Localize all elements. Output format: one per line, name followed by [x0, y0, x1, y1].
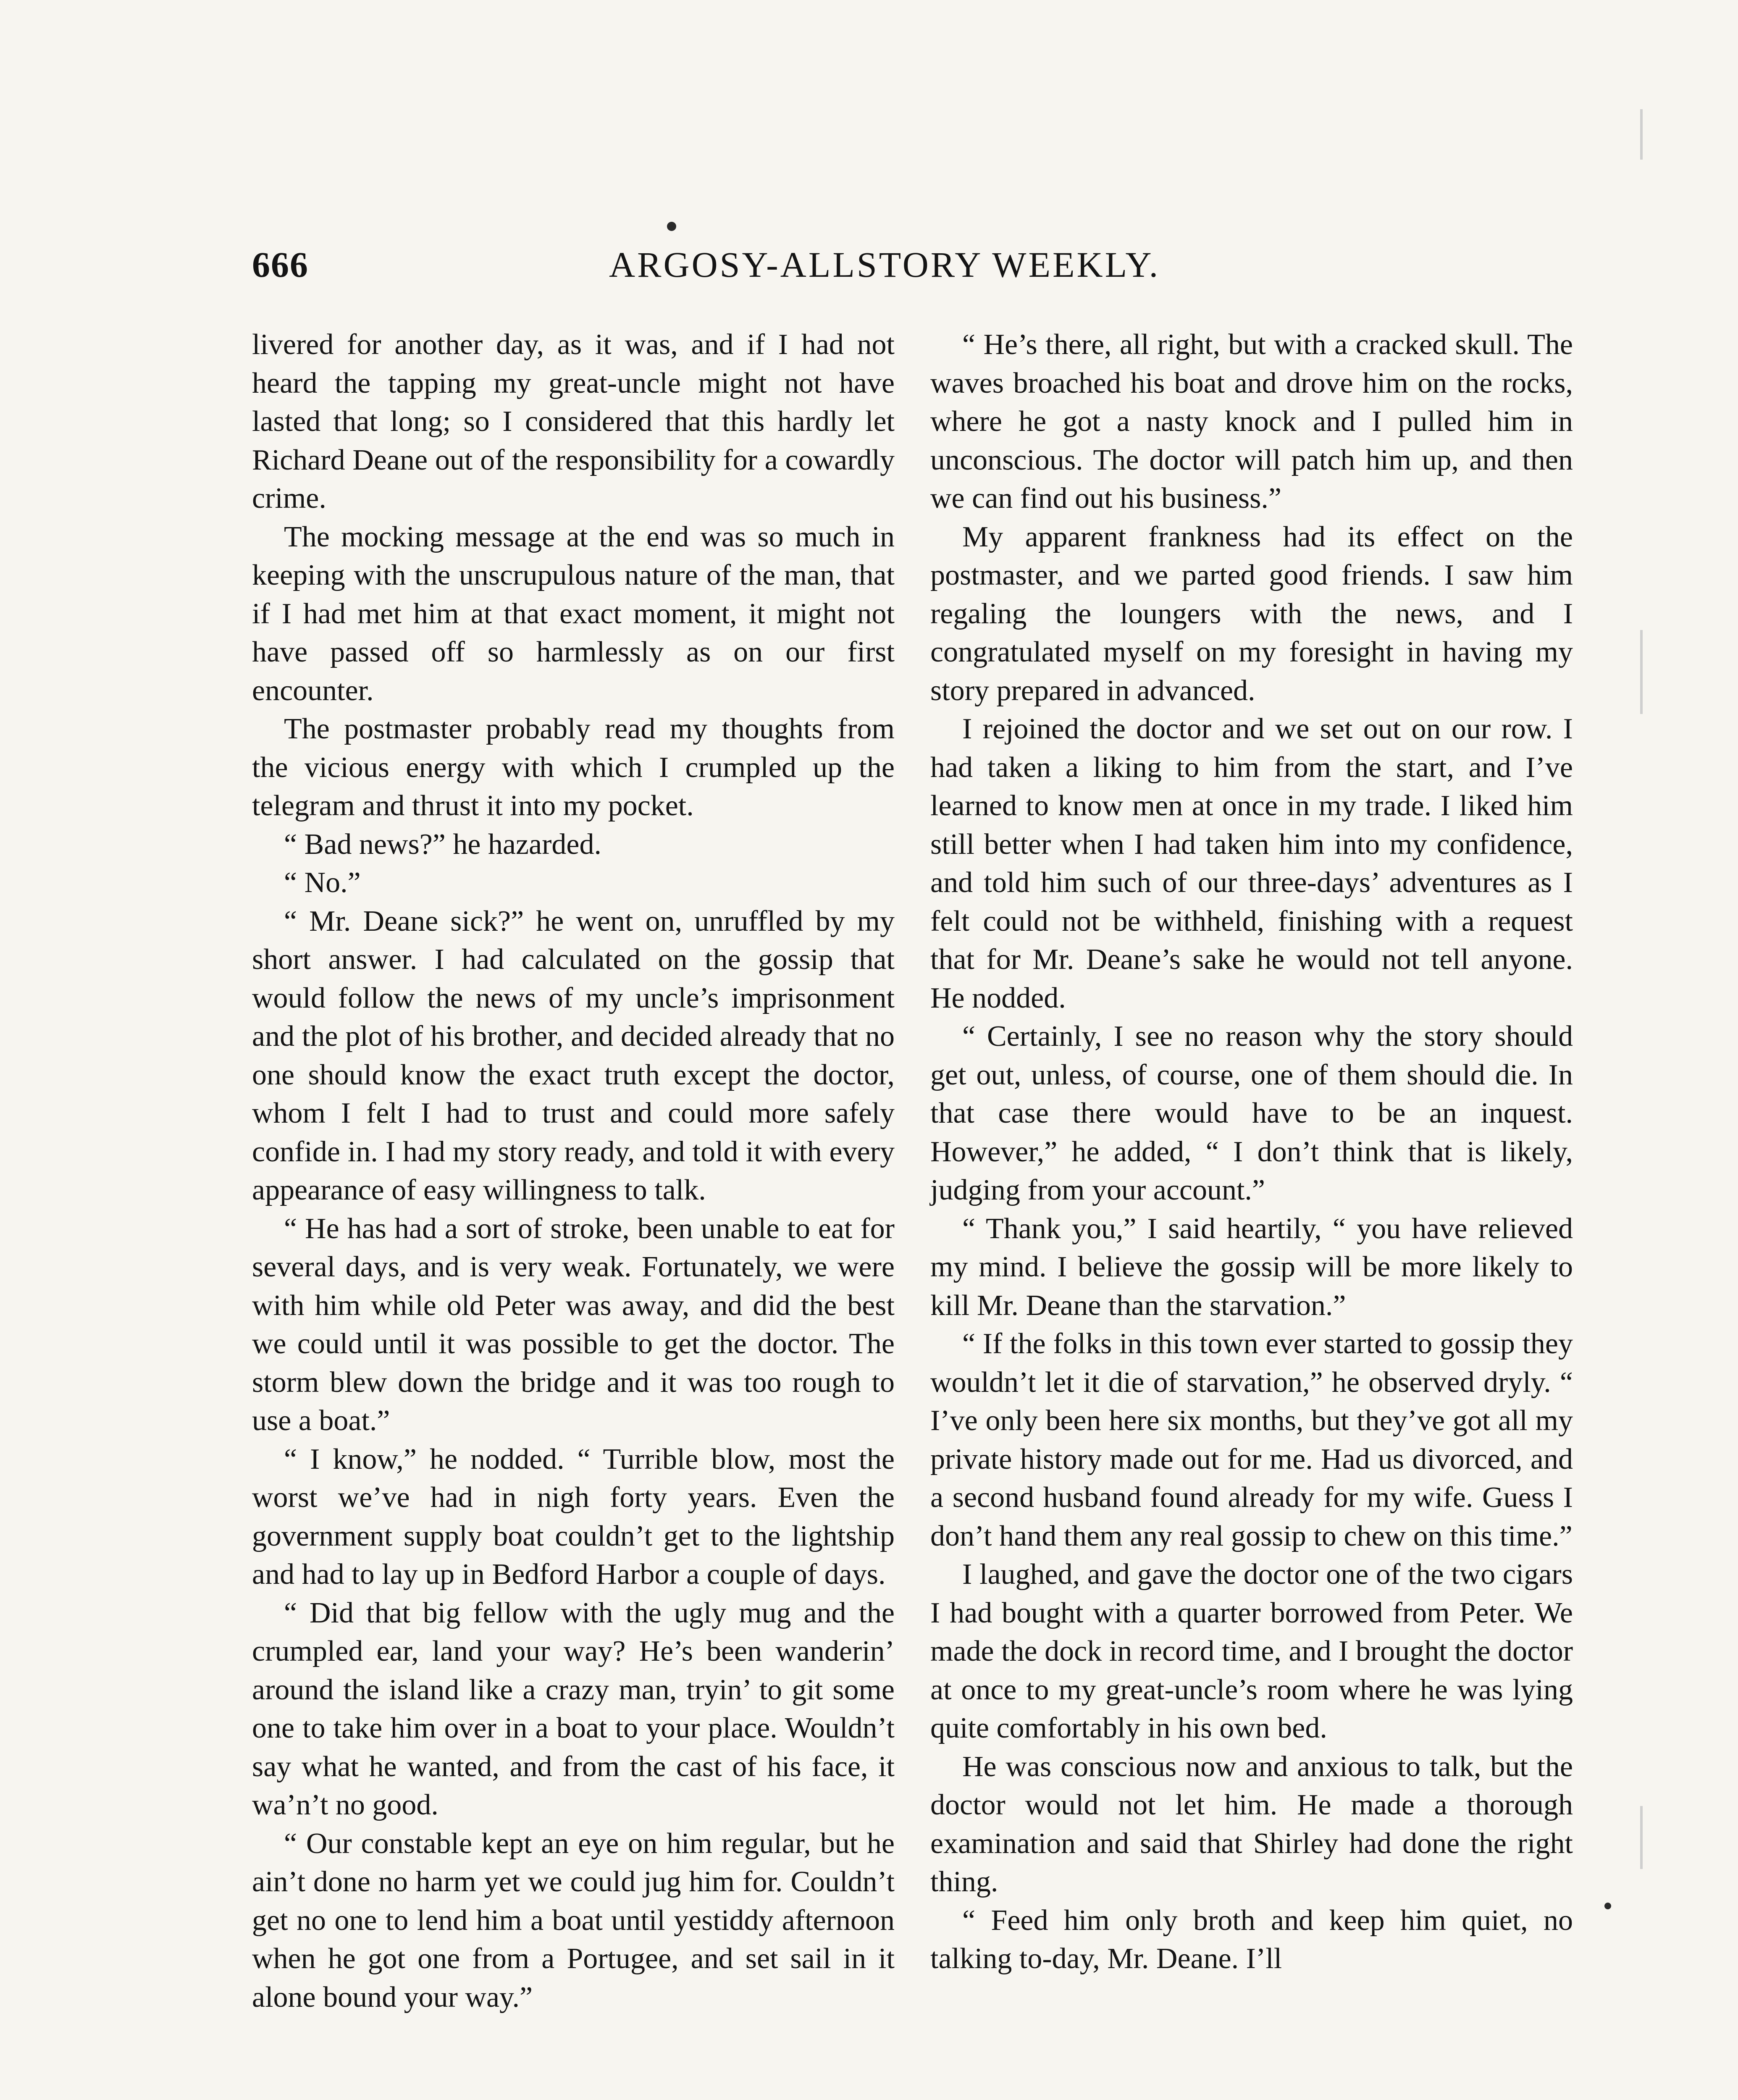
paragraph: “ Our constable kept an eye on him regular, but he ain’t done no harm yet we could jug him for. Couldn’t get no one to lend him a boat until yestiddy afternoon when he got one from a Portugee, and set sail in it alone bound your way.”: [252, 1827, 895, 2013]
scan-edge-mark: [1640, 630, 1643, 714]
paragraph: He was conscious now and anxious to talk, but the doctor would not let him. He made a thorough examination and said that Shirley had done the right thing.: [930, 1750, 1573, 1898]
paragraph: “ Thank you,” I said heartily, “ you have relieved my mind. I believe the gossip will be more likely to kill Mr. Deane than the starvation.”: [930, 1212, 1573, 1322]
paragraph: “ He has had a sort of stroke, been unable to eat for several days, and is very weak. Fortunately, we were with him while old Peter was away, and did the best we could until it was possible to get the doctor. The storm blew down the bridge and it was too rough to use a boat.”: [252, 1212, 895, 1437]
paragraph: “ Feed him only broth and keep him quiet, no talking to-day, Mr. Deane. I’ll: [930, 1904, 1573, 1975]
paragraph: I laughed, and gave the doctor one of the two cigars I had bought with a quarter borrowed from Peter. We made the dock in record time, and I brought the doctor at once to my great-uncle’s room where he was lying quite comfortably in his own bed.: [930, 1558, 1573, 1744]
paragraph: livered for another day, as it was, and if I had not heard the tapping my great-uncle might not have lasted that long; so I considered that this hardly let Richard Deane out of the responsibility for a cowardly crime.: [252, 328, 895, 514]
paragraph: “ If the folks in this town ever started to gossip they wouldn’t let it die of starvation,” he observed dryly. “ I’ve only been here six months, but they’ve got all my private history made out for me. Had us divorced, and a second husband found already for my wife. Guess I don’t hand them any real gossip to chew on this time.”: [930, 1328, 1573, 1552]
paragraph: “ I know,” he nodded. “ Turrible blow, most the worst we’ve had in nigh forty years. Even the government supply boat couldn’t get to the lightship and had to lay up in Bedford Harbor a couple of days.: [252, 1443, 895, 1591]
paragraph: The mocking message at the end was so much in keeping with the unscrupulous nature of the man, that if I had met him at that exact moment, it might not have passed off so harmlessly as on our first encounter.: [252, 520, 895, 707]
paragraph: “ Certainly, I see no reason why the story should get out, unless, of course, one of them should die. In that case there would have to be an inquest. However,” he added, “ I don’t think that is likely, judging from your account.”: [930, 1020, 1573, 1206]
running-head: ARGOSY-ALLSTORY WEEKLY.: [609, 244, 1160, 285]
paragraph: My apparent frankness had its effect on the postmaster, and we parted good friends. I saw him regaling the loungers with the news, and I congratulated myself on my foresight in having my story prepared in advanced.: [930, 520, 1573, 707]
left-column: [252, 326, 895, 2016]
paragraph: “ Mr. Deane sick?” he went on, unruffled by my short answer. I had calculated on the gossip that would follow the news of my uncle’s imprisonment and the plot of his brother, and decided already that no one should know the exact truth except the doctor, whom I felt I had to trust and could more safely confide in. I had my story ready, and told it with every appearance of easy willingness to talk.: [252, 905, 895, 1206]
paragraph: The postmaster probably read my thoughts from the vicious energy with which I crumpled up the telegram and thrust it into my pocket.: [252, 713, 895, 822]
paragraph: “ Bad news?” he hazarded.: [284, 828, 601, 861]
paragraph: “ He’s there, all right, but with a cracked skull. The waves broached his boat and drove him on the rocks, where he got a nasty knock and I pulled him in unconscious. The doctor will patch him up, and then we can find out his business.”: [930, 328, 1573, 514]
paragraph: “ No.”: [284, 866, 361, 899]
scan-edge-mark: [1640, 1806, 1643, 1869]
paragraph: I rejoined the doctor and we set out on our row. I had taken a liking to him from the start, and I’ve learned to know men at once in my trade. I liked him still better when I had taken him into my confidence, and told him such of our three-days’ adventures as I felt could not be withheld, finishing with a request that for Mr. Deane’s sake he would not tell anyone. He nodded.: [930, 713, 1573, 1014]
page-header: [252, 244, 1562, 298]
right-column: [930, 326, 1573, 1978]
scan-edge-mark: [1640, 109, 1643, 160]
page-number: 666: [252, 244, 309, 285]
paragraph: “ Did that big fellow with the ugly mug and the crumpled ear, land your way? He’s been wanderin’ around the island like a crazy man, tryin’ to git some one to take him over in a boat to your place. Wouldn’t say what he wanted, and from the cast of his face, it wa’n’t no good.: [252, 1596, 895, 1821]
scan-speck: [1604, 1903, 1611, 1909]
scan-speck: [667, 222, 676, 231]
